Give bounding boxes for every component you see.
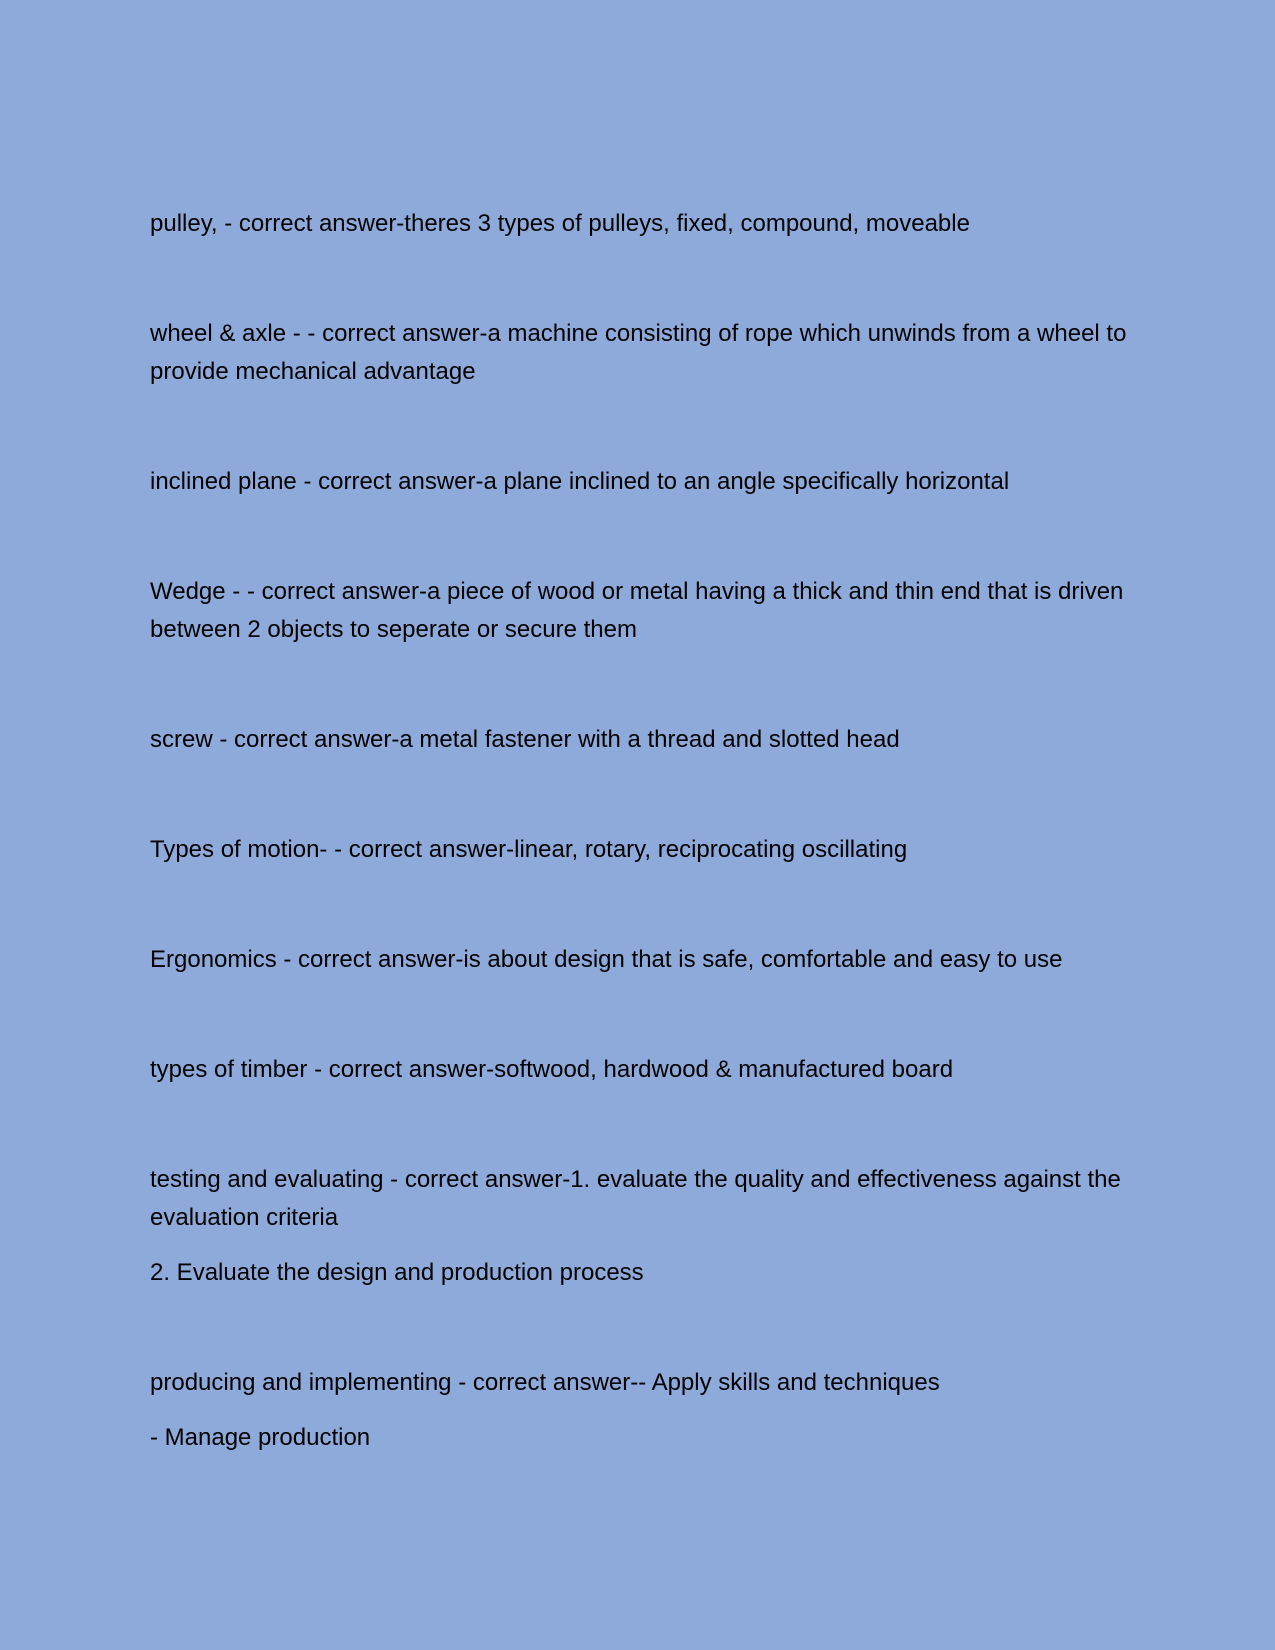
entry-text: inclined plane - correct answer-a plane inclined to an angle specifically horizontal: [150, 468, 1010, 495]
entry-text: Types of motion- - correct answer-linear, rotary, reciprocating oscillating: [150, 836, 908, 863]
entry-testing-and-evaluating: [150, 1161, 1130, 1292]
entry-types-of-timber: [150, 1051, 1130, 1089]
entry-wedge: [150, 573, 1130, 649]
entry-text: producing and implementing - correct answer-- Apply skills and techniques: [150, 1369, 940, 1396]
entry-inclined-plane: [150, 463, 1130, 501]
entry-types-of-motion: [150, 831, 1130, 869]
entry-text-continued: 2. Evaluate the design and production process: [150, 1259, 644, 1286]
entry-text: Wedge - - correct answer-a piece of wood or metal having a thick and thin end that is driven between 2 objects to seperate or secure them: [150, 578, 1124, 643]
entry-producing-and-implementing: [150, 1364, 1130, 1457]
entry-text: Ergonomics - correct answer-is about design that is safe, comfortable and easy to use: [150, 946, 1063, 973]
entry-text-continued: - Manage production: [150, 1424, 371, 1451]
entry-text: wheel & axle - - correct answer-a machine consisting of rope which unwinds from a wheel to provide mechanical advantage: [150, 320, 1127, 385]
entry-ergonomics: [150, 941, 1130, 979]
entry-pulley: [150, 205, 1130, 243]
entry-wheel-and-axle: [150, 315, 1130, 391]
entry-text: screw - correct answer-a metal fastener with a thread and slotted head: [150, 726, 900, 753]
entry-text: types of timber - correct answer-softwood, hardwood & manufactured board: [150, 1056, 954, 1083]
flashcard-list: [150, 205, 1130, 1529]
entry-text: testing and evaluating - correct answer-1. evaluate the quality and effectiveness against the evaluation criteria: [150, 1166, 1121, 1231]
entry-text: pulley, - correct answer-theres 3 types of pulleys, fixed, compound, moveable: [150, 210, 970, 237]
entry-screw: [150, 721, 1130, 759]
